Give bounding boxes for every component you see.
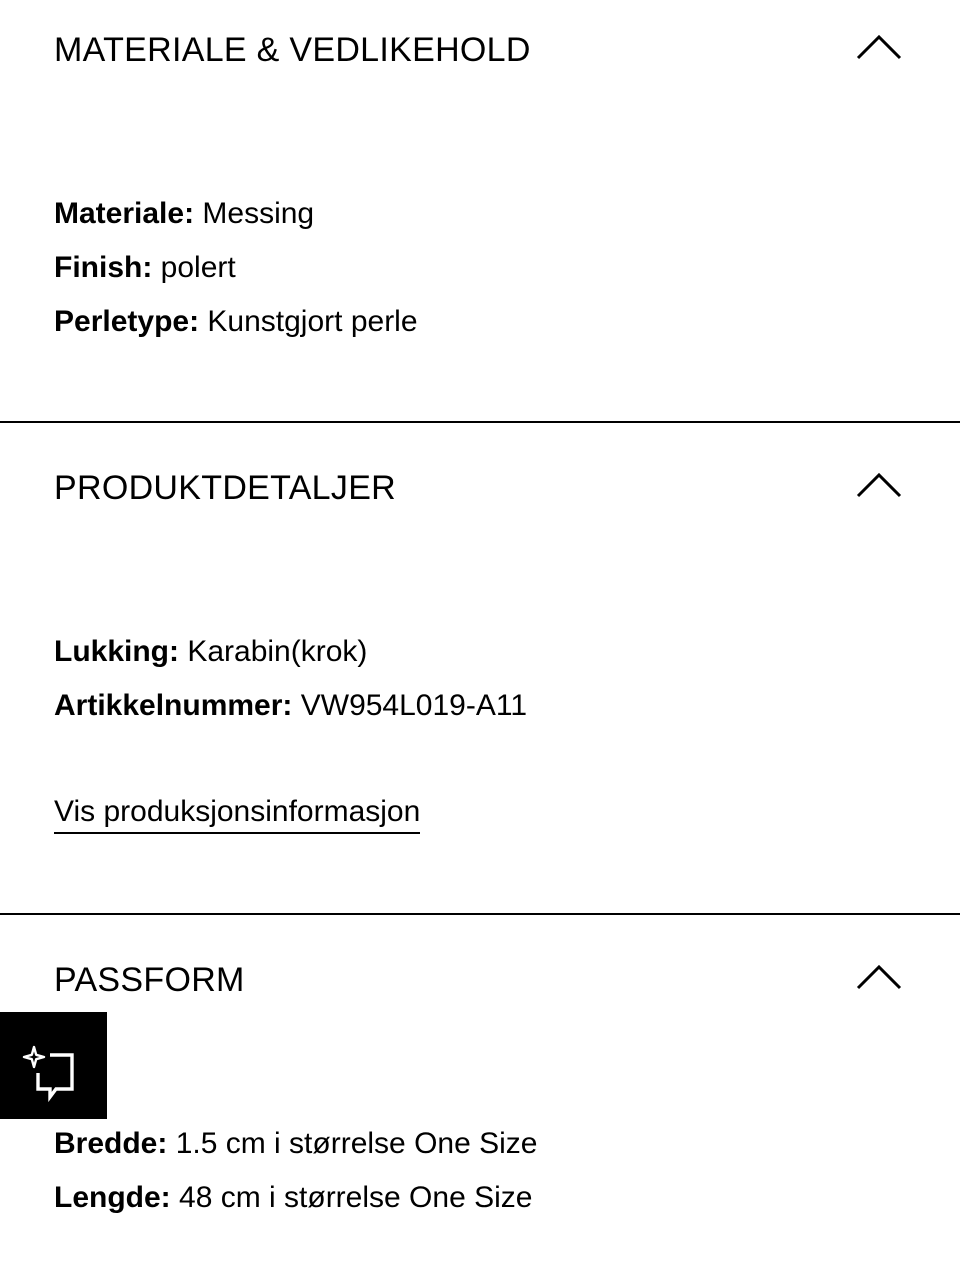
attribute-label: Artikkelnummer: (54, 689, 293, 722)
section-divider (0, 421, 960, 423)
attribute-row (54, 196, 314, 232)
section-header-material-care[interactable] (0, 0, 960, 100)
attribute-label: Materiale: (54, 197, 195, 230)
section-header-product-details[interactable] (0, 438, 960, 538)
chevron-up-icon[interactable] (856, 472, 902, 498)
attribute-label: Lukking: (54, 635, 179, 668)
section-header-fit[interactable] (0, 930, 960, 1030)
sparkle-chat-icon (22, 1045, 76, 1103)
attribute-value: polert (152, 251, 236, 284)
attribute-row (54, 250, 236, 286)
chevron-up-icon[interactable] (856, 34, 902, 60)
attribute-row (54, 688, 527, 724)
attribute-value: Kunstgjort perle (199, 305, 418, 338)
attribute-row (54, 1126, 537, 1162)
attribute-row (54, 634, 367, 670)
attribute-value: 1.5 cm i størrelse One Size (167, 1127, 538, 1160)
attribute-value: Karabin(krok) (179, 635, 368, 668)
attribute-label: Finish: (54, 251, 153, 284)
attribute-label: Bredde: (54, 1127, 168, 1160)
attribute-row (54, 1180, 532, 1216)
section-divider (0, 913, 960, 915)
production-info-link[interactable]: Vis produksjonsinformasjon (54, 794, 420, 834)
attribute-label: Lengde: (54, 1181, 171, 1214)
section-title: PASSFORM (54, 961, 245, 999)
attribute-label: Perletype: (54, 305, 200, 338)
attribute-value: Messing (194, 197, 315, 230)
attribute-value: VW954L019-A11 (292, 689, 528, 722)
assistant-chat-button[interactable] (0, 1012, 107, 1119)
chevron-up-icon[interactable] (856, 964, 902, 990)
section-title: PRODUKTDETALJER (54, 469, 397, 507)
section-title: MATERIALE & VEDLIKEHOLD (54, 31, 531, 69)
attribute-value: 48 cm i størrelse One Size (170, 1181, 533, 1214)
attribute-row (54, 304, 418, 340)
